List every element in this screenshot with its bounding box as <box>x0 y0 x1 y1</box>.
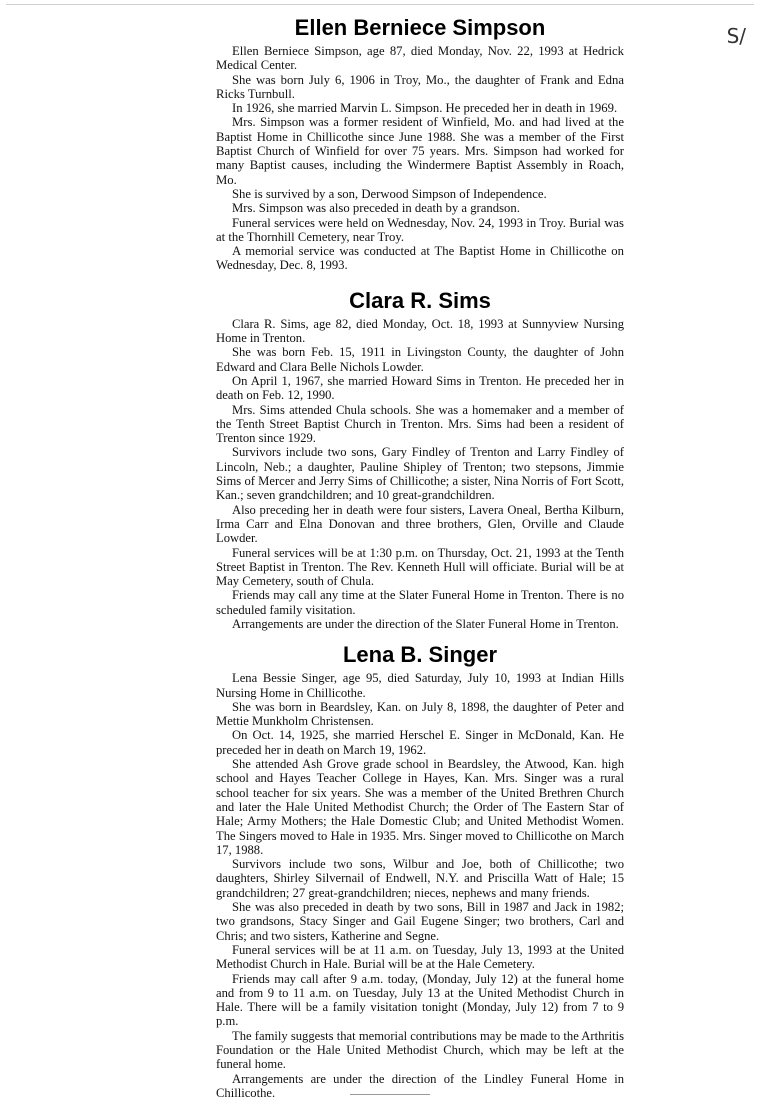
obituary-paragraph: Mrs. Simpson was also preceded in death by a grandson. <box>232 201 520 216</box>
page-top-edge <box>6 4 754 5</box>
obituary-simpson <box>216 14 624 273</box>
obituary-paragraph: Mrs. Sims attended Chula schools. She was a homemaker and a member of the Tenth Street Baptist Church in Trenton. Mrs. Sims had been a resident of Trenton since 1929. <box>216 402 624 446</box>
obituary-paragraph: Friends may call after 9 a.m. today, (Monday, July 12) at the funeral home and from 9 to 11 a.m. on Tuesday, July 13 at the United Methodist Church in Hale. There will be a family visitation tonight (Monday, July 12) from 7 to 9 p.m. <box>216 971 624 1029</box>
obituary-paragraph: On Oct. 14, 1925, she married Herschel E. Singer in McDonald, Kan. He preceded her in death on March 19, 1962. <box>216 728 624 757</box>
obituary-paragraph: Survivors include two sons, Wilbur and Joe, both of Chillicothe; two daughters, Shirley Silvernail of Endwell, N.Y. and Priscilla Watt of Hale; 15 grandchildren; 27 great-grandchildren; nieces, nephews and many friends. <box>216 857 624 900</box>
obituary-paragraph: She attended Ash Grove grade school in Beardsley, the Atwood, Kan. high school and Hayes Teacher College in Hayes, Kan. Mrs. Singer was a rural school teacher for six years. She was a member of the United Brethren Church and later the Hale United Methodist Church; the Order of The Eastern Star of Hale; Army Mothers; the Hale Domestic Club; and United Methodist Women. The Singers moved to Hale in 1935. Mrs. Singer moved to Chillicothe on March 17, 1988. <box>216 757 624 857</box>
obituary-paragraph: Clara R. Sims, age 82, died Monday, Oct. 18, 1993 at Sunnyview Nursing Home in Trenton. <box>216 316 624 346</box>
obituary-name: Clara R. Sims <box>349 287 491 313</box>
handwritten-margin-note: S/ <box>726 24 746 48</box>
obituary-paragraph: Arrangements are under the direction of the Slater Funeral Home in Trenton. <box>232 616 619 631</box>
obituary-paragraph: She was born July 6, 1906 in Troy, Mo., the daughter of Frank and Edna Ricks Turnbull. <box>216 72 624 101</box>
obituary-singer <box>216 641 624 1100</box>
obituary-paragraph: Lena Bessie Singer, age 95, died Saturday, July 10, 1993 at Indian Hills Nursing Home in Chillicothe. <box>216 671 624 700</box>
obituary-body <box>216 317 624 632</box>
obituary-paragraph: Funeral services were held on Wednesday, Nov. 24, 1993 in Troy. Burial was at the Thornhill Cemetery, near Troy. <box>216 215 624 244</box>
obituary-paragraph: She was born Feb. 15, 1911 in Livingston County, the daughter of John Edward and Clara Belle Nichols Lowder. <box>216 345 624 374</box>
obituary-paragraph: In 1926, she married Marvin L. Simpson. He preceded her in death in 1969. <box>232 101 618 116</box>
obituary-paragraph: Friends may call any time at the Slater Funeral Home in Trenton. There is no scheduled family visitation. <box>216 588 624 617</box>
obituary-paragraph: The family suggests that memorial contributions may be made to the Arthritis Foundation or the Hale United Methodist Church, which may be left at the funeral home. <box>216 1028 624 1072</box>
obituary-paragraph: She was also preceded in death by two sons, Bill in 1987 and Jack in 1982; two grandsons, Stacy Singer and Gail Eugene Singer; two brothers, Carl and Chris; and two sisters, Katherine and Segne. <box>216 900 624 943</box>
obituary-name: Lena B. Singer <box>342 642 498 668</box>
obituary-paragraph: She was born in Beardsley, Kan. on July 8, 1898, the daughter of Peter and Mettie Munkholm Christensen. <box>216 699 624 729</box>
page-bottom-rule <box>350 1094 430 1095</box>
obituary-paragraph: Arrangements are under the direction of the Lindley Funeral Home in Chillicothe. <box>216 1071 624 1100</box>
obituary-paragraph: Ellen Berniece Simpson, age 87, died Monday, Nov. 22, 1993 at Hedrick Medical Center. <box>216 44 624 73</box>
obituary-column <box>216 14 624 1100</box>
obituary-sims <box>216 287 624 632</box>
obituary-paragraph: Funeral services will be at 1:30 p.m. on Thursday, Oct. 21, 1993 at the Tenth Street Baptist in Trenton. The Rev. Kenneth Hull will officiate. Burial will be at May Cemetery, south of Chula. <box>216 545 624 589</box>
obituary-body <box>216 44 624 273</box>
obituary-paragraph: A memorial service was conducted at The Baptist Home in Chillicothe on Wednesday, Dec. 8, 1993. <box>216 244 624 273</box>
obituary-paragraph: Funeral services will be at 11 a.m. on Tuesday, July 13, 1993 at the United Methodist Church in Hale. Burial will be at the Hale Cemetery. <box>216 942 624 972</box>
obituary-name: Ellen Berniece Simpson <box>294 15 546 40</box>
obituary-paragraph: Survivors include two sons, Gary Findley of Trenton and Larry Findley of Lincoln, Neb.; a daughter, Pauline Shipley of Trenton; two stepsons, Jimmie Sims of Mercer and Jerry Sims of Chillicothe; a sister, Nina Norris of Fort Scott, Kan.; seven grandchildren; and 10 great-grandchildren. <box>216 445 624 503</box>
obituary-paragraph: Also preceding her in death were four sisters, Lavera Oneal, Bertha Kilburn, Irma Carr and Elna Donovan and three brothers, Glen, Orville and Claude Lowder. <box>216 502 624 546</box>
obituary-body <box>216 671 624 1100</box>
obituary-paragraph: She is survived by a son, Derwood Simpson of Independence. <box>232 186 547 201</box>
obituary-paragraph: On April 1, 1967, she married Howard Sims in Trenton. He preceded her in death on Feb. 12, 1990. <box>216 373 624 403</box>
obituary-paragraph: Mrs. Simpson was a former resident of Winfield, Mo. and had lived at the Baptist Home in Chillicothe since June 1988. She was a member of the First Baptist Church of Winfield for over 75 years. Mrs. Simpson had worked for many Baptist causes, including the Windermere Baptist Assembly in Roach, Mo. <box>216 115 624 187</box>
